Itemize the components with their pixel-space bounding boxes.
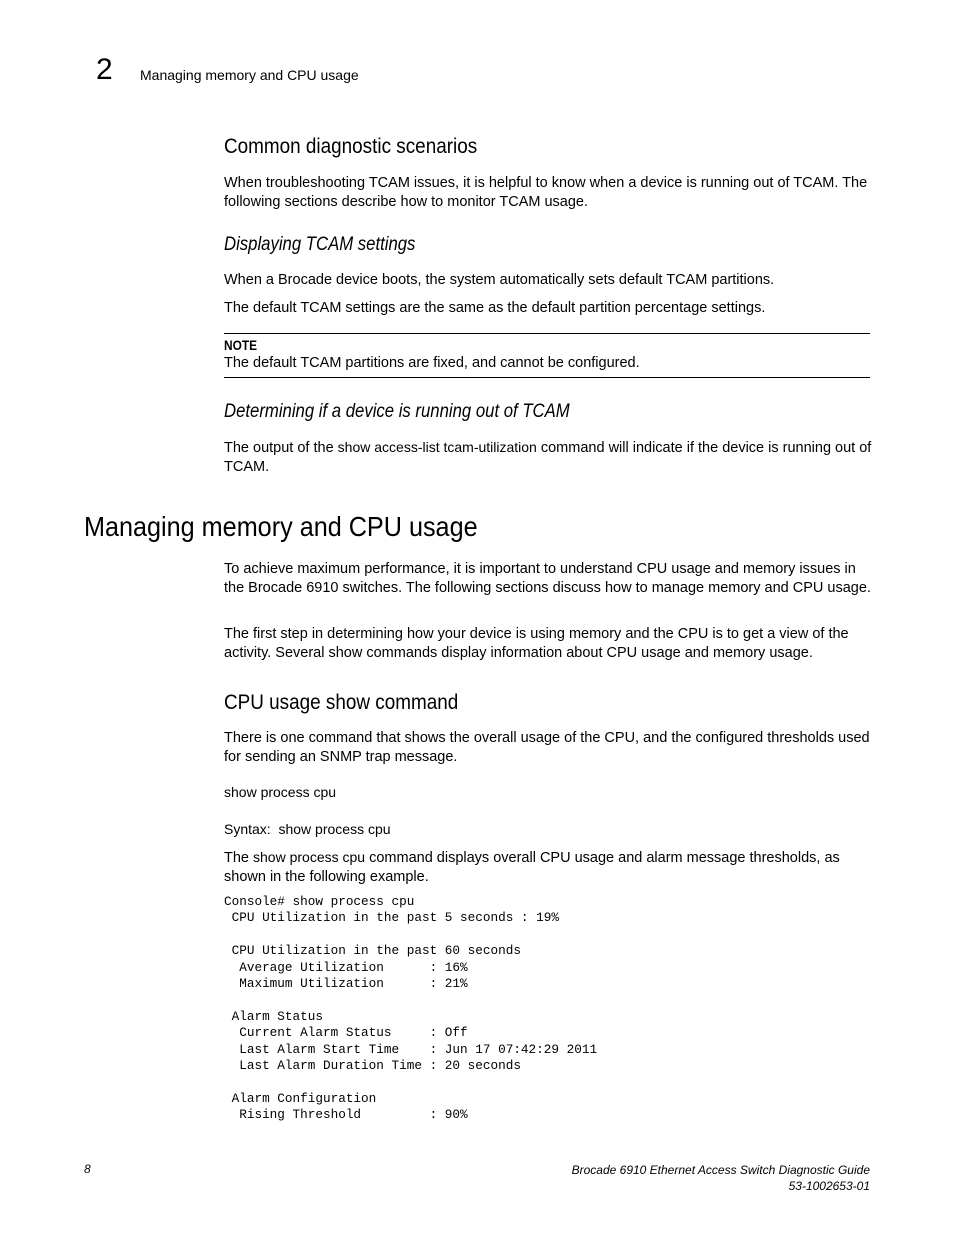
chapter-number: 2 (96, 53, 113, 86)
displaying-paragraph-2: The default TCAM settings are the same as the default partition percentage settings. (224, 300, 766, 316)
command-line: show process cpu (224, 784, 337, 800)
heading-displaying-tcam-settings: Displaying TCAM settings (224, 234, 416, 255)
running-header: Managing memory and CPU usage (140, 67, 359, 83)
show-process-cpu-command: show process cpu (253, 849, 366, 865)
note-bottom-rule (224, 377, 870, 378)
note-text: The default TCAM partitions are fixed, and cannot be configured. (224, 355, 640, 371)
cpu-desc-before: The (224, 850, 254, 866)
note-top-rule (224, 333, 870, 334)
footer-doc-info (572, 1162, 870, 1194)
syntax-line (224, 820, 874, 839)
footer-doc-title: Brocade 6910 Ethernet Access Switch Diagnostic Guide (571, 1163, 870, 1177)
footer-doc-number: 53-1002653-01 (788, 1179, 870, 1193)
syntax-command: show process cpu (278, 821, 391, 837)
note-label: NOTE (224, 337, 258, 353)
common-intro-paragraph: When troubleshooting TCAM issues, it is helpful to know when a device is running out of TCAM. The following sections describe how to monitor TCAM usage. (224, 175, 868, 210)
page-number: 8 (84, 1162, 91, 1176)
code-example: Console# show process cpu CPU Utilization in the past 5 seconds : 19% CPU Utilization in the past 60 seconds Average Utilization : 16% Maximum Utilization : 21% Alarm Status Current Alarm Status : Off Last Alarm Start Time : Jun 17 07:42:29 2011 Last Alarm Duration Time : 20 seconds Alarm Configuration Rising Threshold : 90% (224, 894, 598, 1123)
managing-paragraph-1: To achieve maximum performance, it is important to understand CPU usage and memory issues in the Brocade 6910 switches. The following sections discuss how to manage memory and CPU usage. (224, 561, 871, 596)
tcam-utilization-command: show access-list tcam-utilization (337, 439, 537, 455)
cpu-description (224, 848, 874, 887)
syntax-label: Syntax: (224, 821, 271, 837)
determining-text-after: command will indicate if the device is running out of TCAM. (224, 440, 872, 475)
managing-paragraph-2: The first step in determining how your device is using memory and the CPU is to get a view of the activity. Several show commands display information about CPU usage and memory usage. (224, 626, 849, 661)
heading-cpu-usage-show-command: CPU usage show command (224, 691, 459, 714)
cpu-desc-after: command displays overall CPU usage and alarm message thresholds, as shown in the following example. (224, 850, 840, 885)
heading-common-diagnostic-scenarios: Common diagnostic scenarios (224, 135, 478, 158)
determining-text-before: The output of the (224, 440, 338, 456)
heading-managing-memory-cpu: Managing memory and CPU usage (84, 511, 478, 542)
determining-paragraph (224, 438, 874, 477)
displaying-paragraph-1: When a Brocade device boots, the system automatically sets default TCAM partitions. (224, 272, 775, 288)
heading-determining-tcam: Determining if a device is running out of TCAM (224, 401, 570, 422)
cpu-paragraph: There is one command that shows the overall usage of the CPU, and the configured thresholds used for sending an SNMP trap message. (224, 730, 870, 765)
